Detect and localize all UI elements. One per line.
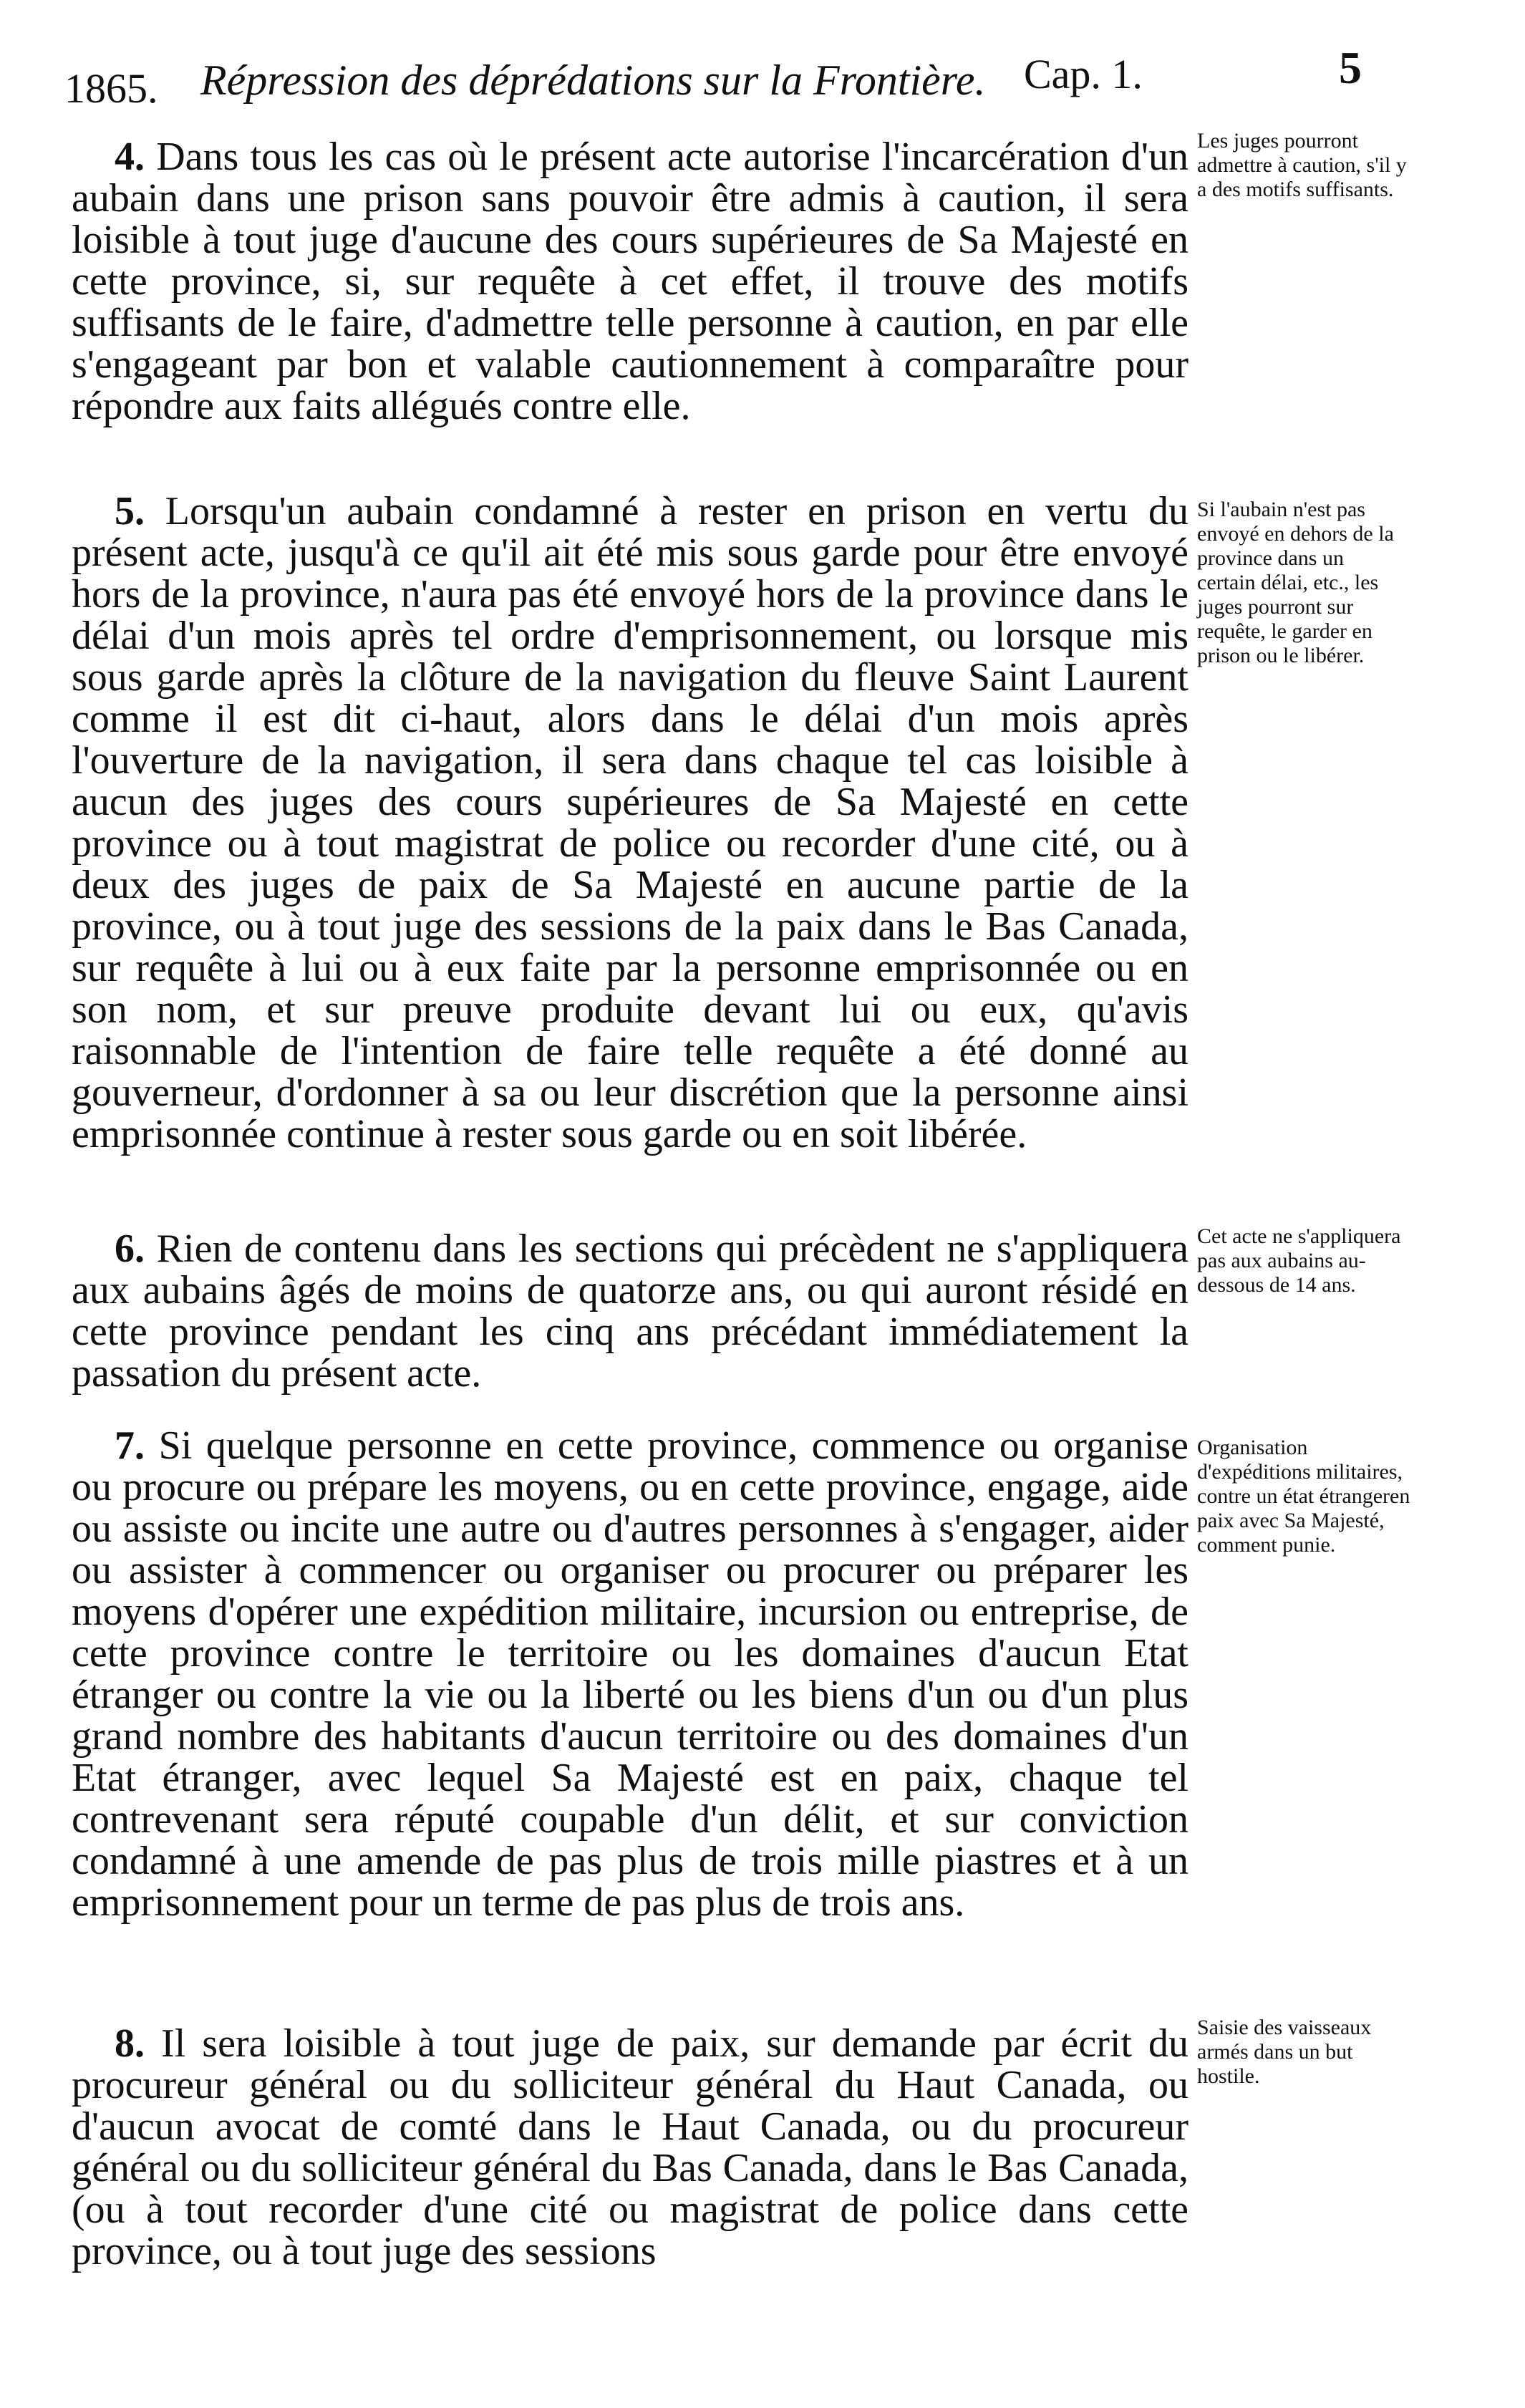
margin-note-8: Saisie des vaisseaux armés dans un but hostile. [1197, 2016, 1372, 2088]
section-7-text [72, 1425, 1188, 1923]
running-header [64, 36, 1367, 115]
section-7-body: Si quelque personne en cette province, commence ou organise ou procure ou prépare les moyens, ou en cette province, engage, aide ou assiste ou incite une autre ou d'autres personnes à s'engager, aider ou assister à commencer ou organiser ou procurer ou préparer les moyens d'opérer une expédition militaire, incursion ou entreprise, de cette province contre le territoire ou les domaines d'aucun Etat étranger ou contre la vie ou la liberté ou les biens d'un ou d'un plus grand nombre des habitants d'aucun territoire ou des domaines d'un Etat étranger, avec lequel Sa Majesté est en paix, chaque tel contrevenant sera réputé coupable d'un délit, et sur conviction condamné à une amende de pas plus de trois mille piastres et à un emprisonnement pour un terme de pas plus de trois ans. [72, 1423, 1188, 1925]
section-5-body: Lorsqu'un aubain condamné à rester en prison en vertu du présent acte, jusqu'à ce qu'il ait été mis sous garde pour être envoyé hors de la province, n'aura pas été envoyé hors de la province dans le délai d'un mois après tel ordre d'emprisonnement, ou lorsque mis sous garde après la clôture de la navigation du fleuve Saint Laurent comme il est dit ci-haut, alors dans le délai d'un mois après l'ouverture de la navigation, il sera dans chaque tel cas loisible à aucun des juges des cours supérieures de Sa Majesté en cette province ou à tout magistrat de police ou recorder d'une cité, ou à deux des juges de paix de Sa Majesté en aucune partie de la province, ou à tout juge des sessions de la paix dans le Bas Canada, sur requête à lui ou à eux faite par la personne emprisonnée ou en son nom, et sur preuve produite devant lui ou eux, qu'avis raisonnable de l'intention de faire telle requête a été donné au gouverneur, d'ordonner à sa ou leur discrétion que la personne ainsi emprisonnée continue à rester sous garde ou en soit libérée. [72, 489, 1189, 1156]
margin-note-4: Les juges pourront admettre à caution, s'il y a des motifs suffisants. [1197, 129, 1407, 201]
section-6 [72, 1228, 1188, 1394]
section-4-text [72, 136, 1188, 427]
section-8-text [72, 2023, 1188, 2272]
margin-note-6: Cet acte ne s'appliquera pas aux aubains au-dessous de 14 ans. [1197, 1224, 1401, 1297]
section-4 [72, 136, 1188, 427]
header-chapter: Cap. 1. [1024, 51, 1143, 97]
page-number: 5 [1339, 42, 1362, 93]
margin-note-7: Organisation d'expéditions militaires, contre un état étrangeren paix avec Sa Majesté, comment punie. [1197, 1436, 1410, 1557]
header-title: Répression des déprédations sur la Frontière. [200, 57, 986, 104]
section-8-number: 8. [115, 2021, 145, 2066]
section-6-body: Rien de contenu dans les sections qui précèdent ne s'appliquera aux aubains âgés de moins de quatorze ans, ou qui auront résidé en cette province pendant les cinq ans précédant immédiatement la passation du présent acte. [72, 1227, 1189, 1396]
section-6-text [72, 1228, 1188, 1394]
section-7 [72, 1425, 1188, 1923]
section-5 [72, 490, 1188, 1155]
section-5-number: 5. [115, 489, 145, 533]
section-4-number: 4. [115, 135, 145, 179]
header-year: 1865. [64, 65, 158, 112]
section-6-number: 6. [115, 1227, 145, 1271]
section-5-text [72, 490, 1188, 1155]
section-8 [72, 2023, 1188, 2272]
section-8-body: Il sera loisible à tout juge de paix, sur demande par écrit du procureur général ou du solliciteur général du Haut Canada, ou d'aucun avocat de comté dans le Haut Canada, ou du procureur général ou du solliciteur général du Bas Canada, dans le Bas Canada, (ou à tout recorder d'une cité ou magistrat de police dans cette province, ou à tout juge des sessions [72, 2021, 1188, 2273]
section-7-number: 7. [115, 1423, 145, 1468]
margin-note-5: Si l'aubain n'est pas envoyé en dehors de la province dans un certain délai, etc., les juges pourront sur requête, le garder en prison ou le libérer. [1197, 498, 1394, 667]
section-4-body: Dans tous les cas où le présent acte autorise l'incarcération d'un aubain dans une prison sans pouvoir être admis à caution, il sera loisible à tout juge d'aucune des cours supérieures de Sa Majesté en cette province, si, sur requête à cet effet, il trouve des motifs suffisants de le faire, d'admettre telle personne à caution, en par elle s'engageant par bon et valable cautionnement à comparaître pour répondre aux faits allégués contre elle. [72, 135, 1188, 428]
